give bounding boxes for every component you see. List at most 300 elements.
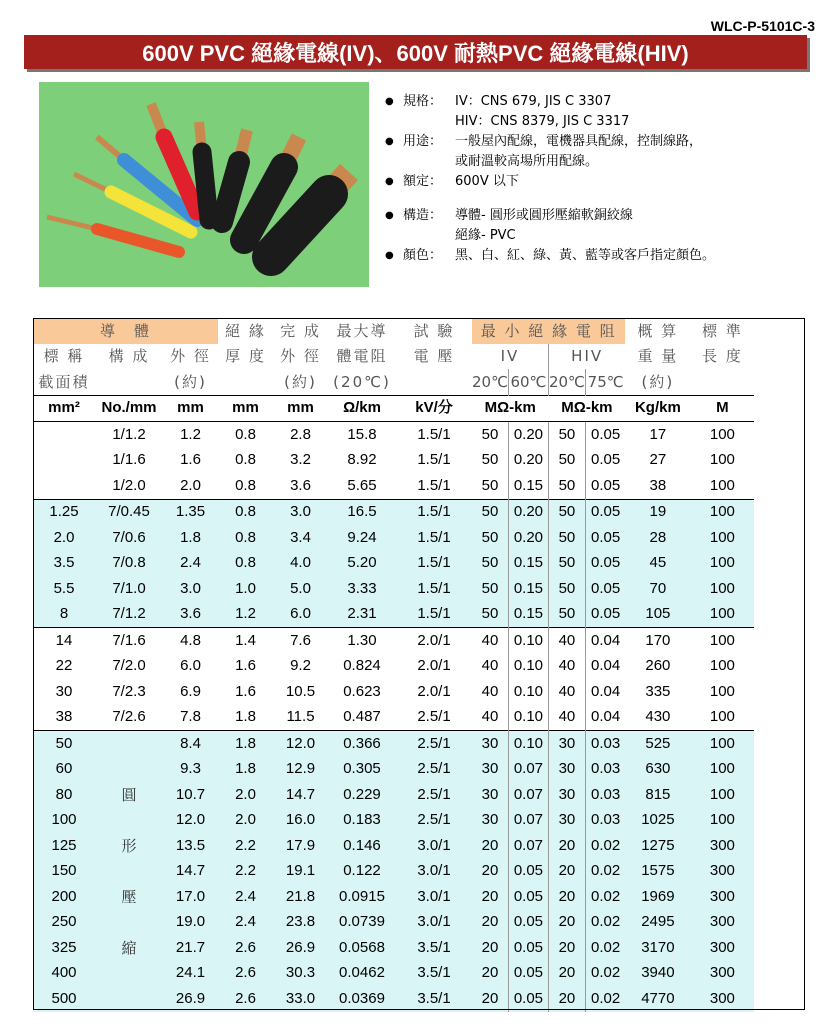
table-cell: 1.2 [218,602,273,628]
table-cell: 1.5/1 [417,451,451,469]
table-cell: 0.05 [585,551,625,577]
construction-conductor: 導體- 圓形或圓形壓縮軟銅絞線 [455,208,633,223]
table-cell: 1.8 [218,757,273,783]
table-cell: 1.0 [218,576,273,602]
spec-item-standard [385,92,715,112]
table-row [33,782,754,808]
table-cell: 100 [690,628,754,654]
table-cell: 23.8 [273,910,328,936]
table-cell: 0.8 [218,525,273,551]
table-row [33,859,754,885]
table-cell: 0.03 [585,782,625,808]
table-cell: 20 [548,833,585,859]
table-cell: 0.487 [343,708,381,726]
table-cell: 2.5/1 [396,731,472,757]
header-row-2 [33,344,754,370]
table-cell: 1.5/1 [396,525,472,551]
table-cell: 14.7 [273,782,328,808]
use-line2: 或耐溫較高場所用配線。 [455,154,599,169]
table-cell: 300 [690,986,754,1012]
table-cell: 100 [690,602,754,628]
table-row [33,679,754,705]
table-cell: 2.4 [218,884,273,910]
table-cell: 1.35 [163,499,218,525]
table-cell: 2.6 [218,961,273,987]
table-cell: 2.4 [218,910,273,936]
table-cell: 3.0 [163,576,218,602]
table-cell: 325 [33,935,95,961]
table-cell: 100 [690,782,754,808]
table-cell: 20 [472,833,508,859]
table-cell: 100 [709,476,735,494]
table-cell: 100 [690,731,754,757]
table-row [33,551,754,577]
table-cell: 30 [472,808,508,834]
table-cell: 13.5 [163,833,218,859]
table-cell: 3.5 [33,551,95,577]
table-cell: 20 [472,961,508,987]
table-cell: 2.8 [273,422,328,448]
table-cell: 30 [472,731,508,757]
table-cell: 3.5/1 [396,961,472,987]
table-cell: 200 [33,884,95,910]
table-cell: 0.10 [508,628,548,654]
table-cell: 100 [690,551,754,577]
table-cell: 0.02 [585,986,625,1012]
table-cell: 0.20 [508,422,548,448]
table-cell: 1.8 [235,708,256,726]
header-approx-2: (約) [284,372,317,391]
header-insulation: 絕 緣 [225,321,266,340]
table-cell: 20 [472,910,508,936]
table-cell: 20 [548,884,585,910]
table-cell: 1.5/1 [396,422,472,448]
table-cell: 100 [709,657,735,675]
table-cell: 70 [625,576,690,602]
header-resistance: 體電阻 [336,347,388,366]
unit-construction: No./mm [95,395,163,422]
table-cell: 30.3 [273,961,328,987]
table-cell: 3170 [625,935,690,961]
table-cell: 300 [690,884,754,910]
spec-iv: IV：CNS 679, JIS C 3307 [455,94,612,109]
table-cell: 30 [548,808,585,834]
table-cell: 300 [690,935,754,961]
table-cell: 630 [625,757,690,783]
table-cell: 815 [625,782,690,808]
table-cell: 4.8 [163,628,218,654]
table-row [33,448,754,474]
table-cell: 50 [548,551,585,577]
table-cell: 7.8 [180,708,201,726]
table-cell: 12.0 [163,808,218,834]
table-cell: 8.92 [347,451,377,469]
use-label: 用途： [403,134,443,149]
unit-outer: mm [163,395,218,422]
header-row-3 [33,369,754,395]
table-cell: 50 [548,576,585,602]
header-iv: IV [500,347,520,366]
table-cell [95,757,163,783]
table-body [33,422,754,1012]
table-cell: 12.9 [273,757,328,783]
bullet-icon: ● [385,136,394,147]
table-cell: 50 [548,422,585,448]
table-cell: 80 [33,782,95,808]
table-cell: 40 [481,682,499,700]
table-cell: 3.5/1 [396,986,472,1012]
header-temp: (20℃) [333,372,391,391]
table-cell: 40 [481,657,499,675]
header-max-resistance: 最大導 [336,321,388,340]
table-cell: 2.0 [218,782,273,808]
table-cell: 17.9 [273,833,328,859]
table-cell [95,986,163,1012]
table-cell: 2.0/1 [417,657,451,675]
table-cell: 0.05 [508,884,548,910]
header-hiv: HIV [548,344,625,370]
table-row [33,602,754,628]
table-cell: 1025 [625,808,690,834]
table-cell: 100 [690,525,754,551]
table-cell: 26.9 [273,935,328,961]
table-cell: 0.03 [585,731,625,757]
table-cell: 125 [33,833,95,859]
table-cell: 20 [548,935,585,961]
table-cell: 0.05 [508,935,548,961]
table-cell: 300 [690,833,754,859]
table-cell: 3940 [625,961,690,987]
table-cell: 3.0/1 [396,859,472,885]
table-cell: 3.0/1 [396,833,472,859]
table-cell: 0.05 [508,986,548,1012]
header-area: 截面積 [38,372,90,391]
table-cell: 1275 [625,833,690,859]
table-cell: 1.5/1 [396,499,472,525]
table-cell: 1575 [625,859,690,885]
table-cell: 1/1.6 [112,451,146,469]
table-cell: 50 [472,525,508,551]
table-cell: 9.2 [290,657,311,675]
table-cell: 0.05 [585,525,625,551]
table-cell: 0.20 [508,448,548,474]
table-cell: 30 [548,731,585,757]
table-cell [33,422,95,448]
table-cell: 0.146 [328,833,396,859]
unit-length: M [690,395,754,422]
table-cell: 40 [548,654,585,680]
table-cell: 2.0 [33,525,95,551]
table-cell: 0.03 [585,757,625,783]
table-cell: 0.122 [328,859,396,885]
table-cell: 1.6 [235,657,256,675]
table-cell: 0.02 [585,833,625,859]
table-cell: 40 [472,628,508,654]
table-cell: 100 [690,757,754,783]
rating-value: 600V 以下 [455,174,519,189]
table-row [33,935,754,961]
table-cell: 1969 [625,884,690,910]
unit-iv: MΩ-km [472,395,548,422]
table-cell: 0.8 [218,422,273,448]
table-cell: 50 [33,731,95,757]
table-row [33,884,754,910]
table-cell: 9.3 [163,757,218,783]
table-cell: 3.6 [163,602,218,628]
color-label: 顏色： [403,248,443,263]
table-cell: 3.2 [290,451,311,469]
table-row [33,499,754,525]
table-cell: 19 [625,499,690,525]
header-conductor: 導 體 [33,318,218,344]
table-cell: 4770 [625,986,690,1012]
spec-item-rating [385,172,715,192]
spec-item-construction [385,206,715,226]
header-nominal: 標 稱 [43,347,85,366]
table-cell: 10.7 [163,782,218,808]
table-cell: 260 [645,657,671,675]
table-cell: 7/2.3 [112,682,146,700]
table-cell: 7/1.2 [95,602,163,628]
table-cell: 7/0.8 [95,551,163,577]
use-line1: 一般屋內配線，電機器具配線，控制線路， [455,134,703,149]
table-cell [95,961,163,987]
table-cell: 5.0 [273,576,328,602]
table-row [33,473,754,499]
table-cell: 2.5/1 [417,708,451,726]
table-cell: 50 [548,499,585,525]
header-row-1 [33,318,754,344]
header-standard: 標 準 [701,321,743,340]
table-cell: 0.8 [218,551,273,577]
table-cell: 7/0.45 [95,499,163,525]
table-cell: 0.02 [585,961,625,987]
header-approx: 概 算 [637,321,679,340]
table-cell: 28 [625,525,690,551]
table-cell: 0.8 [235,451,256,469]
table-cell: 45 [625,551,690,577]
table-cell: 335 [645,682,671,700]
header-thickness: 厚 度 [225,347,266,366]
table-cell: 19.0 [163,910,218,936]
table-cell: 50 [472,602,508,628]
table-cell: 2.6 [218,986,273,1012]
table-cell: 30 [548,757,585,783]
table-cell: 22 [55,657,73,675]
header-voltage: 電 壓 [413,347,455,366]
table-cell: 1/2.0 [112,476,146,494]
table-cell: 2.0 [180,476,201,494]
rating-label: 額定： [403,174,443,189]
table-cell: 16.0 [273,808,328,834]
table-cell: 30 [472,782,508,808]
table-cell: 7/2.0 [112,657,146,675]
table-cell: 50 [548,525,585,551]
table-cell: 0.07 [508,757,548,783]
table-cell: 7/2.6 [112,708,146,726]
table-cell: 20 [548,859,585,885]
table-cell: 0.305 [328,757,396,783]
table-cell: 30 [472,757,508,783]
table-cell: 0.623 [343,682,381,700]
header-approx-1: (約) [174,372,207,391]
spec-hiv: HIV：CNS 8379, JIS C 3317 [455,114,630,129]
table-cell: 20 [548,986,585,1012]
table-cell: 100 [33,808,95,834]
table-cell: 0.05 [585,576,625,602]
table-cell: 5.65 [347,476,377,494]
table-cell: 9.24 [328,525,396,551]
table-cell: 27 [649,451,667,469]
table-cell: 1.6 [235,682,256,700]
table-cell: 2.5/1 [396,782,472,808]
table-cell: 5.20 [328,551,396,577]
table-cell: 100 [690,576,754,602]
table-cell: 0.05 [508,910,548,936]
table-cell: 60 [33,757,95,783]
table-cell: 0.10 [508,731,548,757]
table-cell: 0.02 [585,884,625,910]
table-cell [95,910,163,936]
table-cell: 1.30 [328,628,396,654]
table-cell: 0.183 [328,808,396,834]
table-cell: 1.5/1 [417,476,451,494]
table-row [33,833,754,859]
table-cell: 0.15 [508,576,548,602]
table-cell: 14.7 [163,859,218,885]
table-cell: 50 [472,576,508,602]
compressed-label: 形 [95,833,163,859]
table-cell: 0.04 [585,628,625,654]
table-cell: 17.0 [163,884,218,910]
wire-photo [39,82,369,287]
spec-list [385,92,715,266]
table-cell: 1.5/1 [396,602,472,628]
table-cell [33,448,95,474]
bullet-icon: ● [385,96,394,107]
table-row [33,961,754,987]
table-row [33,422,754,448]
table-cell: 6.0 [273,602,328,628]
table-cell: 300 [690,961,754,987]
table-cell: 50 [481,451,499,469]
table-cell: 6.9 [180,682,201,700]
table-cell: 100 [690,422,754,448]
table-cell: 3.0 [273,499,328,525]
table-cell: 30 [55,682,73,700]
table-cell: 20 [472,884,508,910]
table-cell: 15.8 [328,422,396,448]
table-cell: 0.05 [508,859,548,885]
table-cell: 50 [548,602,585,628]
table-cell: 0.8 [218,499,273,525]
table-cell: 525 [625,731,690,757]
table-cell: 5.5 [33,576,95,602]
table-cell: 105 [625,602,690,628]
table-cell: 0.824 [343,657,381,675]
table-cell [95,859,163,885]
table-cell: 300 [690,910,754,936]
header-approx-3: (約) [641,372,675,391]
table-cell: 17 [625,422,690,448]
table-cell: 11.5 [286,708,315,726]
table-cell: 12.0 [273,731,328,757]
table-row [33,654,754,680]
table-row [33,808,754,834]
header-min-insulation: 最 小 絕 緣 電 阻 [472,318,625,344]
table-cell: 26.9 [163,986,218,1012]
table-cell: 100 [709,682,735,700]
spec-item-color [385,246,715,266]
header-test: 試 驗 [413,321,455,340]
table-cell: 50 [472,499,508,525]
table-cell: 150 [33,859,95,885]
table-cell: 20 [472,986,508,1012]
table-cell: 0.02 [585,935,625,961]
table-cell: 7.6 [273,628,328,654]
unit-resistance: Ω/km [328,395,396,422]
table-cell: 2.0/1 [417,682,451,700]
table-cell: 3.5/1 [396,935,472,961]
construction-label: 構造： [403,208,443,223]
table-cell: 21.8 [273,884,328,910]
table-cell: 7/1.6 [95,628,163,654]
table-cell: 2.5/1 [396,808,472,834]
table-cell: 7/1.0 [95,576,163,602]
table-cell: 1.5/1 [396,551,472,577]
table-cell: 7/0.6 [95,525,163,551]
bullet-icon: ● [385,176,394,187]
table-cell: 19.1 [273,859,328,885]
table-cell: 0.8 [235,476,256,494]
table-cell: 0.0739 [328,910,396,936]
header-length: 長 度 [701,347,743,366]
table-cell: 2495 [625,910,690,936]
table-cell: 0.366 [328,731,396,757]
unit-finished: mm [273,395,328,422]
table-row [33,731,754,757]
table-cell: 300 [690,859,754,885]
unit-test: kV/分 [396,395,472,422]
unit-hiv: MΩ-km [548,395,625,422]
table-cell: 0.0369 [328,986,396,1012]
table-cell: 0.0462 [328,961,396,987]
unit-area: mm² [33,395,95,422]
table-cell: 250 [33,910,95,936]
table-cell: 10.5 [285,682,316,700]
table-cell: 3.0/1 [396,910,472,936]
table-cell: 0.07 [508,782,548,808]
table-cell: 16.5 [328,499,396,525]
table-cell: 0.20 [508,499,548,525]
spec-item-use [385,132,715,152]
table-cell: 0.229 [328,782,396,808]
table-cell: 0.10 [508,679,548,705]
unit-thickness: mm [218,395,273,422]
compressed-label: 縮 [95,935,163,961]
unit-weight: Kg/km [625,395,690,422]
bullet-icon: ● [385,210,394,221]
table-cell: 0.07 [508,833,548,859]
table-cell: 20 [472,859,508,885]
table-cell: 0.15 [508,473,548,499]
header-finished: 完 成 [280,321,321,340]
table-cell: 0.0568 [328,935,396,961]
table-row [33,628,754,654]
table-cell: 2.4 [163,551,218,577]
table-cell: 0.05 [585,473,625,499]
table-cell: 0.15 [508,602,548,628]
